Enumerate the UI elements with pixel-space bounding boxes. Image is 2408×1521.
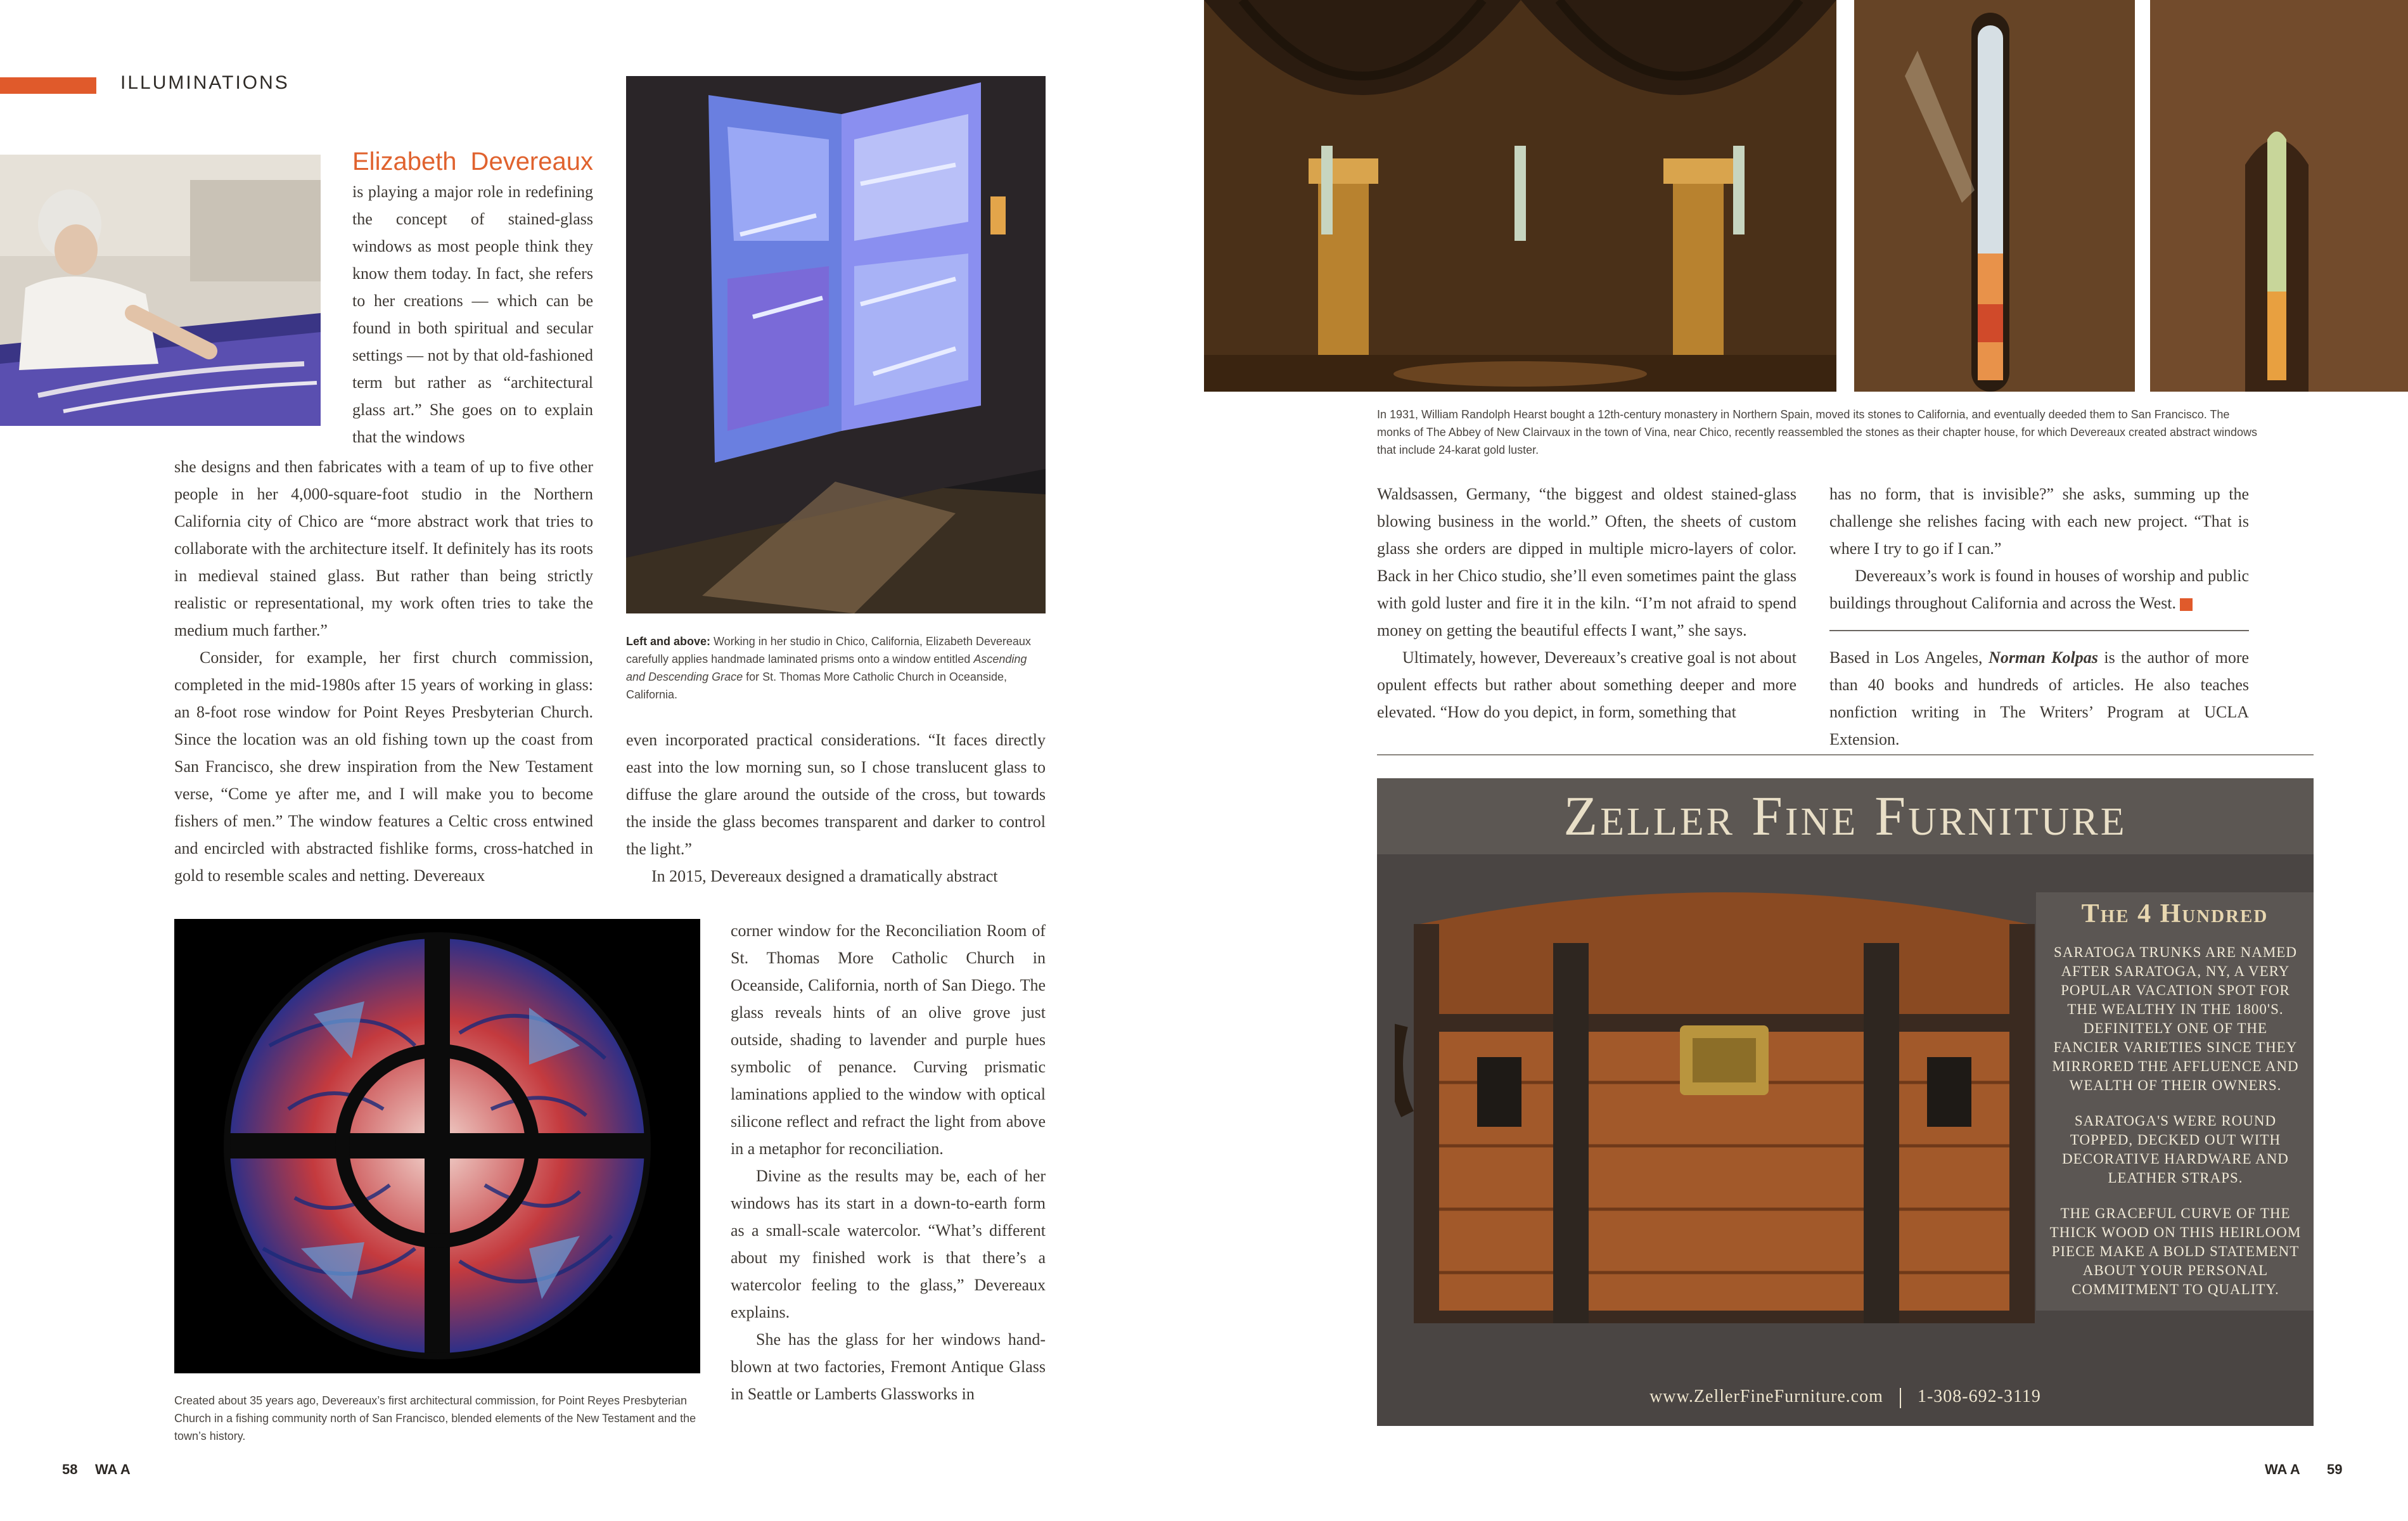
section-label: ILLUMINATIONS [120,72,290,93]
rose-window-caption: Created about 35 years ago, Devereaux’s first architectural commission, for Point Reyes Presbyterian Church in a fishing community north of San Francisco, blended elements of the New Testament and the town’s history. [174,1394,696,1442]
ad-copy-paragraph: SARATOGA TRUNKS ARE NAMED AFTER SARATOGA, NY, A VERY POPULAR VACATION SPOT FOR THE WEALTHY IN THE 1800'S. DEFINITELY ONE OF THE FANCIER VARIETIES SINCE THEY MIRRORED THE AFFLUENCE AND WEALTH OF THEIR OWNERS. [2052,944,2299,1093]
studio-photo [0,155,321,426]
bio-paragraph [1829,644,2249,753]
ad-footer [1377,1387,2314,1408]
intro-text: is playing a major role in redefining the concept of stained-glass windows as most people think they know them today. In fact, she refers to her creations — which can be found in both spiritual and secular settings — not by that old-fashioned term but rather as “architectural glass art.” She goes on to explain that the windows [352,183,593,446]
lead-name: Elizabeth Devereaux [352,148,593,176]
left-magazine-logo: WA A [95,1461,131,1477]
stained-glass-corner-window-photo [626,76,1046,613]
caption-text: Working in her studio in Chico, California, Elizabeth Devereaux carefully applies handmade laminated prisms onto a window entitled [626,635,1031,665]
paragraph: even incorporated practical considerations. “It faces directly east into the low morning sun, so I chose translucent glass to diffuse the glare around the outside of the cross, but towards the inside the glass becomes transparent and darker to control the light.” [626,731,1046,858]
monastery-caption: In 1931, William Randolph Hearst bought a 12th-century monastery in Northern Spain, moved its stones to California, and eventually deeded them to San Francisco. The monks of The Abbey of New Clairvaux in the town of Vina, near Chico, recently reassembled the stones as their chapter house, for which Devereaux created abstract windows that include 24-karat gold luster. [1377,408,2258,456]
caption-label: Left and above: [626,635,711,648]
paragraph: Consider, for example, her first church commission, completed in the mid-1980s after 15 years of working in glass: an 8-foot rose window for Point Reyes Presbyterian Church. Since the location was an old fishing town up the coast from San Francisco, she drew inspiration from the New Testament verse, “Come ye after me, and I will make you to become fishers of men.” The window features a Celtic cross entwined and encircled with abstracted fishlike forms, cross-hatched in gold to resemble scales and netting. Devereaux [174,648,593,885]
article-column-1-top [352,148,593,451]
zeller-furniture-ad[interactable] [1377,778,2314,1426]
article-column-3 [1377,480,1796,726]
monastery-arched-window-photo [2150,0,2408,392]
article-column-2-top [626,726,1046,890]
article-intro [352,148,593,451]
paragraph: corner window for the Reconciliation Room of St. Thomas More Catholic Church in Oceanside, California, north of San Diego. The glass reveals hints of an olive grove just outside, shading to lavender and purple hues symbolic of penance. Curving prismatic laminations applied to the window with optical silicone reflect and refract the light from above in a metaphor for reconciliation. [731,921,1046,1158]
bio-divider [1829,630,2249,631]
paragraph: In 2015, Devereaux designed a dramatically abstract [651,867,998,885]
article-column-1 [174,453,593,889]
ad-phone[interactable]: 1-308-692-3119 [1917,1387,2041,1406]
section-accent-bar [0,77,96,94]
left-page-number: 58 [62,1461,78,1477]
bio-text: is the author of more than 40 books and hundreds of articles. He also teaches nonfiction writing in The Writers’ Program at UCLA Extension. [1829,648,2250,748]
author-bio [1829,644,2249,753]
rose-window-photo [174,919,700,1373]
ad-footer-divider [1900,1388,1901,1408]
end-mark [2180,598,2193,611]
paragraph: Waldsassen, Germany, “the biggest and oldest stained-glass blowing business in the world.” Often, the sheets of custom glass she orders are dipped in multiple micro-layers of color. Back in her Chico studio, she’ll even sometimes paint the glass with gold luster and fire it in the kiln. “I’m not afraid to spend money on getting the beautiful effects I want,” she says. [1377,485,1796,639]
trunk-photo [1395,848,2054,1368]
paragraph: Divine as the results may be, each of her windows has its start in a down-to-earth form as a small-scale watercolor. “What’s different about my finished work is that there’s a watercolor feeling to the glass,” Devereaux explains. [731,1167,1046,1321]
ad-website[interactable]: www.ZellerFineFurniture.com [1649,1387,1883,1406]
monastery-interior-photo [1204,0,1836,392]
paragraph: She has the glass for her windows hand-blown at two factories, Fremont Antique Glass in Seattle or Lamberts Glassworks in [731,1330,1046,1403]
ad-copy-paragraph: THE GRACEFUL CURVE OF THE THICK WOOD ON THIS HEIRLOOM PIECE MAKE A BOLD STATEMENT ABOUT YOUR PERSONAL COMMITMENT TO QUALITY. [2049,1205,2302,1297]
article-column-4 [1829,480,2249,617]
closing-text: Devereaux’s work is found in houses of worship and public buildings throughout California and across the West. [1829,567,2249,612]
ad-copy [2049,943,2302,1316]
paragraph: she designs and then fabricates with a team of up to five other people in her 4,000-square-foot studio in the Northern California city of Chico are “more abstract work that tries to collaborate with the architecture itself. It definitely has its roots in medieval stained glass. But rather than being strictly realistic or representational, my work often tries to take the medium much farther.” [174,458,593,639]
right-magazine-logo: WA A [2265,1461,2300,1477]
bio-text: Based in Los Angeles, [1829,648,1989,667]
caption-artwork-title: Ascending and Descending Grace [626,653,1027,683]
ad-divider [1377,754,2314,755]
ad-title: Zeller Fine Furniture [1563,786,2127,847]
studio-window-caption [626,632,1046,703]
caption-text: for St. Thomas More Catholic Church in Oceanside, California. [626,671,1007,701]
paragraph [1829,562,2249,617]
ad-subtitle: The 4 Hundred [2081,899,2269,928]
author-name: Norman Kolpas [1989,648,2098,667]
monastery-tall-window-photo [1854,0,2135,392]
right-page-number: 59 [2327,1461,2343,1477]
paragraph: Ultimately, however, Devereaux’s creative goal is not about opulent effects but rather about something deeper and more elevated. “How do you depict, in form, something that [1377,648,1796,721]
article-column-2 [731,917,1046,1408]
paragraph: has no form, that is invisible?” she asks, summing up the challenge she relishes facing with each new project. “That is where I try to go if I can.” [1829,485,2249,558]
ad-copy-paragraph: SARATOGA'S WERE ROUND TOPPED, DECKED OUT WITH DECORATIVE HARDWARE AND LEATHER STRAPS. [2062,1113,2289,1186]
